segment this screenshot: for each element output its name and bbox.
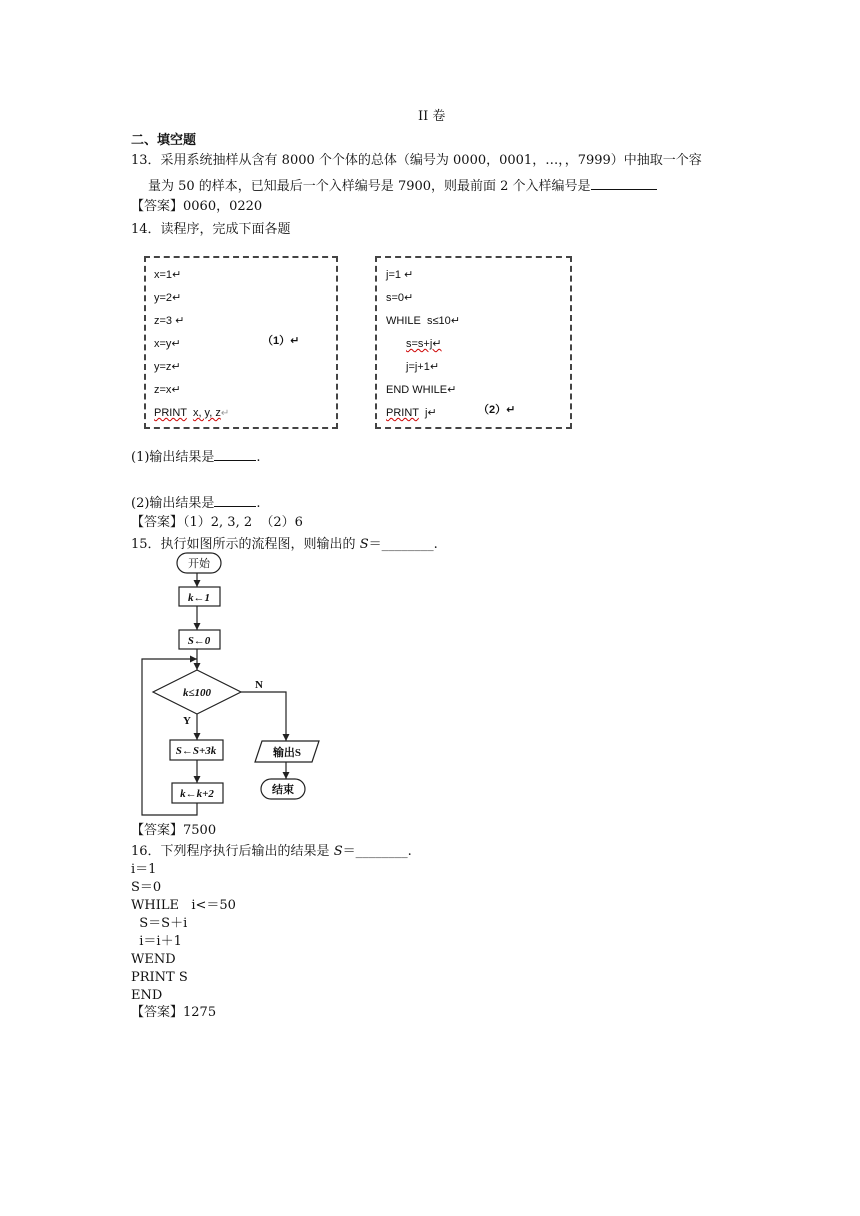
q16-answer: 【答案】1275 — [131, 1005, 217, 1020]
q16-code-line: END — [131, 988, 163, 1003]
flow-update-s-label: S←S+3k — [175, 745, 217, 757]
flow-init-k-label: k←1 — [188, 592, 210, 604]
prog2-line: j=1 ↵ — [386, 269, 414, 281]
prog1-line: x=1↵ — [154, 269, 182, 281]
flow-update-k-label: k←k+2 — [180, 788, 214, 800]
q13-answer: 【答案】0060，0220 — [131, 199, 263, 214]
q16-code-line: S＝0 — [131, 880, 162, 895]
q16-prompt-post: ＝________. — [342, 844, 412, 859]
q16-code-line: WHILE i<＝50 — [131, 898, 236, 913]
q14-sub2-text: (2)输出结果是 — [131, 496, 215, 511]
flow-start-label: 开始 — [188, 558, 210, 570]
q16-prompt-var: S — [333, 844, 343, 859]
prog2-line: END WHILE↵ — [386, 384, 457, 396]
program-1-label: （1）↵ — [262, 335, 300, 347]
flow-condition-label: k≤100 — [182, 687, 212, 699]
part-heading: 二、填空题 — [131, 133, 197, 148]
q16-code-line: S＝S＋i — [131, 916, 188, 931]
q16-prompt — [131, 843, 412, 861]
prog2-line: j=j+1↵ — [406, 361, 440, 373]
prog2-line: s=0↵ — [386, 292, 414, 304]
q16-code-line: i＝i＋1 — [131, 934, 182, 949]
flow-output-label: 输出S — [272, 747, 302, 759]
q16-code-line: PRINT S — [131, 970, 188, 985]
q14-prompt: 14．读程序，完成下面各题 — [131, 222, 291, 237]
q16-code — [131, 861, 236, 1005]
prog1-print-args: x, y, z — [192, 407, 221, 419]
prog1-line: y=2↵ — [154, 292, 182, 304]
prog1-line: x=y↵ — [154, 338, 181, 350]
prog1-line: y=z↵ — [154, 361, 181, 373]
q14-sub1-text: (1)输出结果是 — [131, 450, 215, 465]
flow-no-label: N — [255, 679, 263, 691]
prog2-print-keyword: PRINT — [386, 407, 419, 419]
q15-prompt-post: ＝________. — [368, 537, 438, 552]
prog2-print-args: j↵ — [424, 407, 437, 419]
program-2-label: （2）↵ — [478, 404, 516, 416]
prog2-line: WHILE s≤10↵ — [386, 315, 460, 327]
prog1-print-line: PRINT x, y, z↵ — [154, 407, 230, 419]
q13-line2-text: 量为 50 的样本，已知最后一个入样编号是 7900，则最前面 2 个入样编号是 — [148, 179, 591, 194]
q13-line1: 13．采用系统抽样从含有 8000 个个体的总体（编号为 0000，0001，…，，7999）中抽取一个容 — [131, 153, 702, 168]
flow-init-s-label: S←0 — [187, 635, 211, 647]
q16-prompt-pre: 16．下列程序执行后输出的结果是 — [131, 844, 334, 859]
q16-code-line: i＝1 — [131, 862, 157, 877]
q15-prompt-pre: 15．执行如图所示的流程图，则输出的 — [131, 537, 360, 552]
q14-sub1: (1)输出结果是 . — [131, 446, 261, 467]
prog1-print-keyword: PRINT — [154, 407, 187, 419]
prog1-line: z=x↵ — [154, 384, 181, 396]
q14-answer: 【答案】（1）2, 3, 2 （2）6 — [131, 515, 303, 530]
q14-sub2: (2)输出结果是 . — [131, 492, 261, 513]
flow-end-label: 结束 — [272, 784, 294, 796]
prog1-line: z=3 ↵ — [154, 315, 185, 327]
flow-yes-label: Y — [183, 715, 191, 727]
prog2-line-sum: s=s+j↵ — [406, 338, 442, 350]
q15-prompt-var: S — [359, 537, 369, 552]
flow-arrow-no — [241, 692, 286, 741]
q16-code-line: WEND — [131, 952, 176, 967]
q15-answer: 【答案】7500 — [131, 823, 217, 838]
section-title: II 卷 — [418, 109, 446, 124]
